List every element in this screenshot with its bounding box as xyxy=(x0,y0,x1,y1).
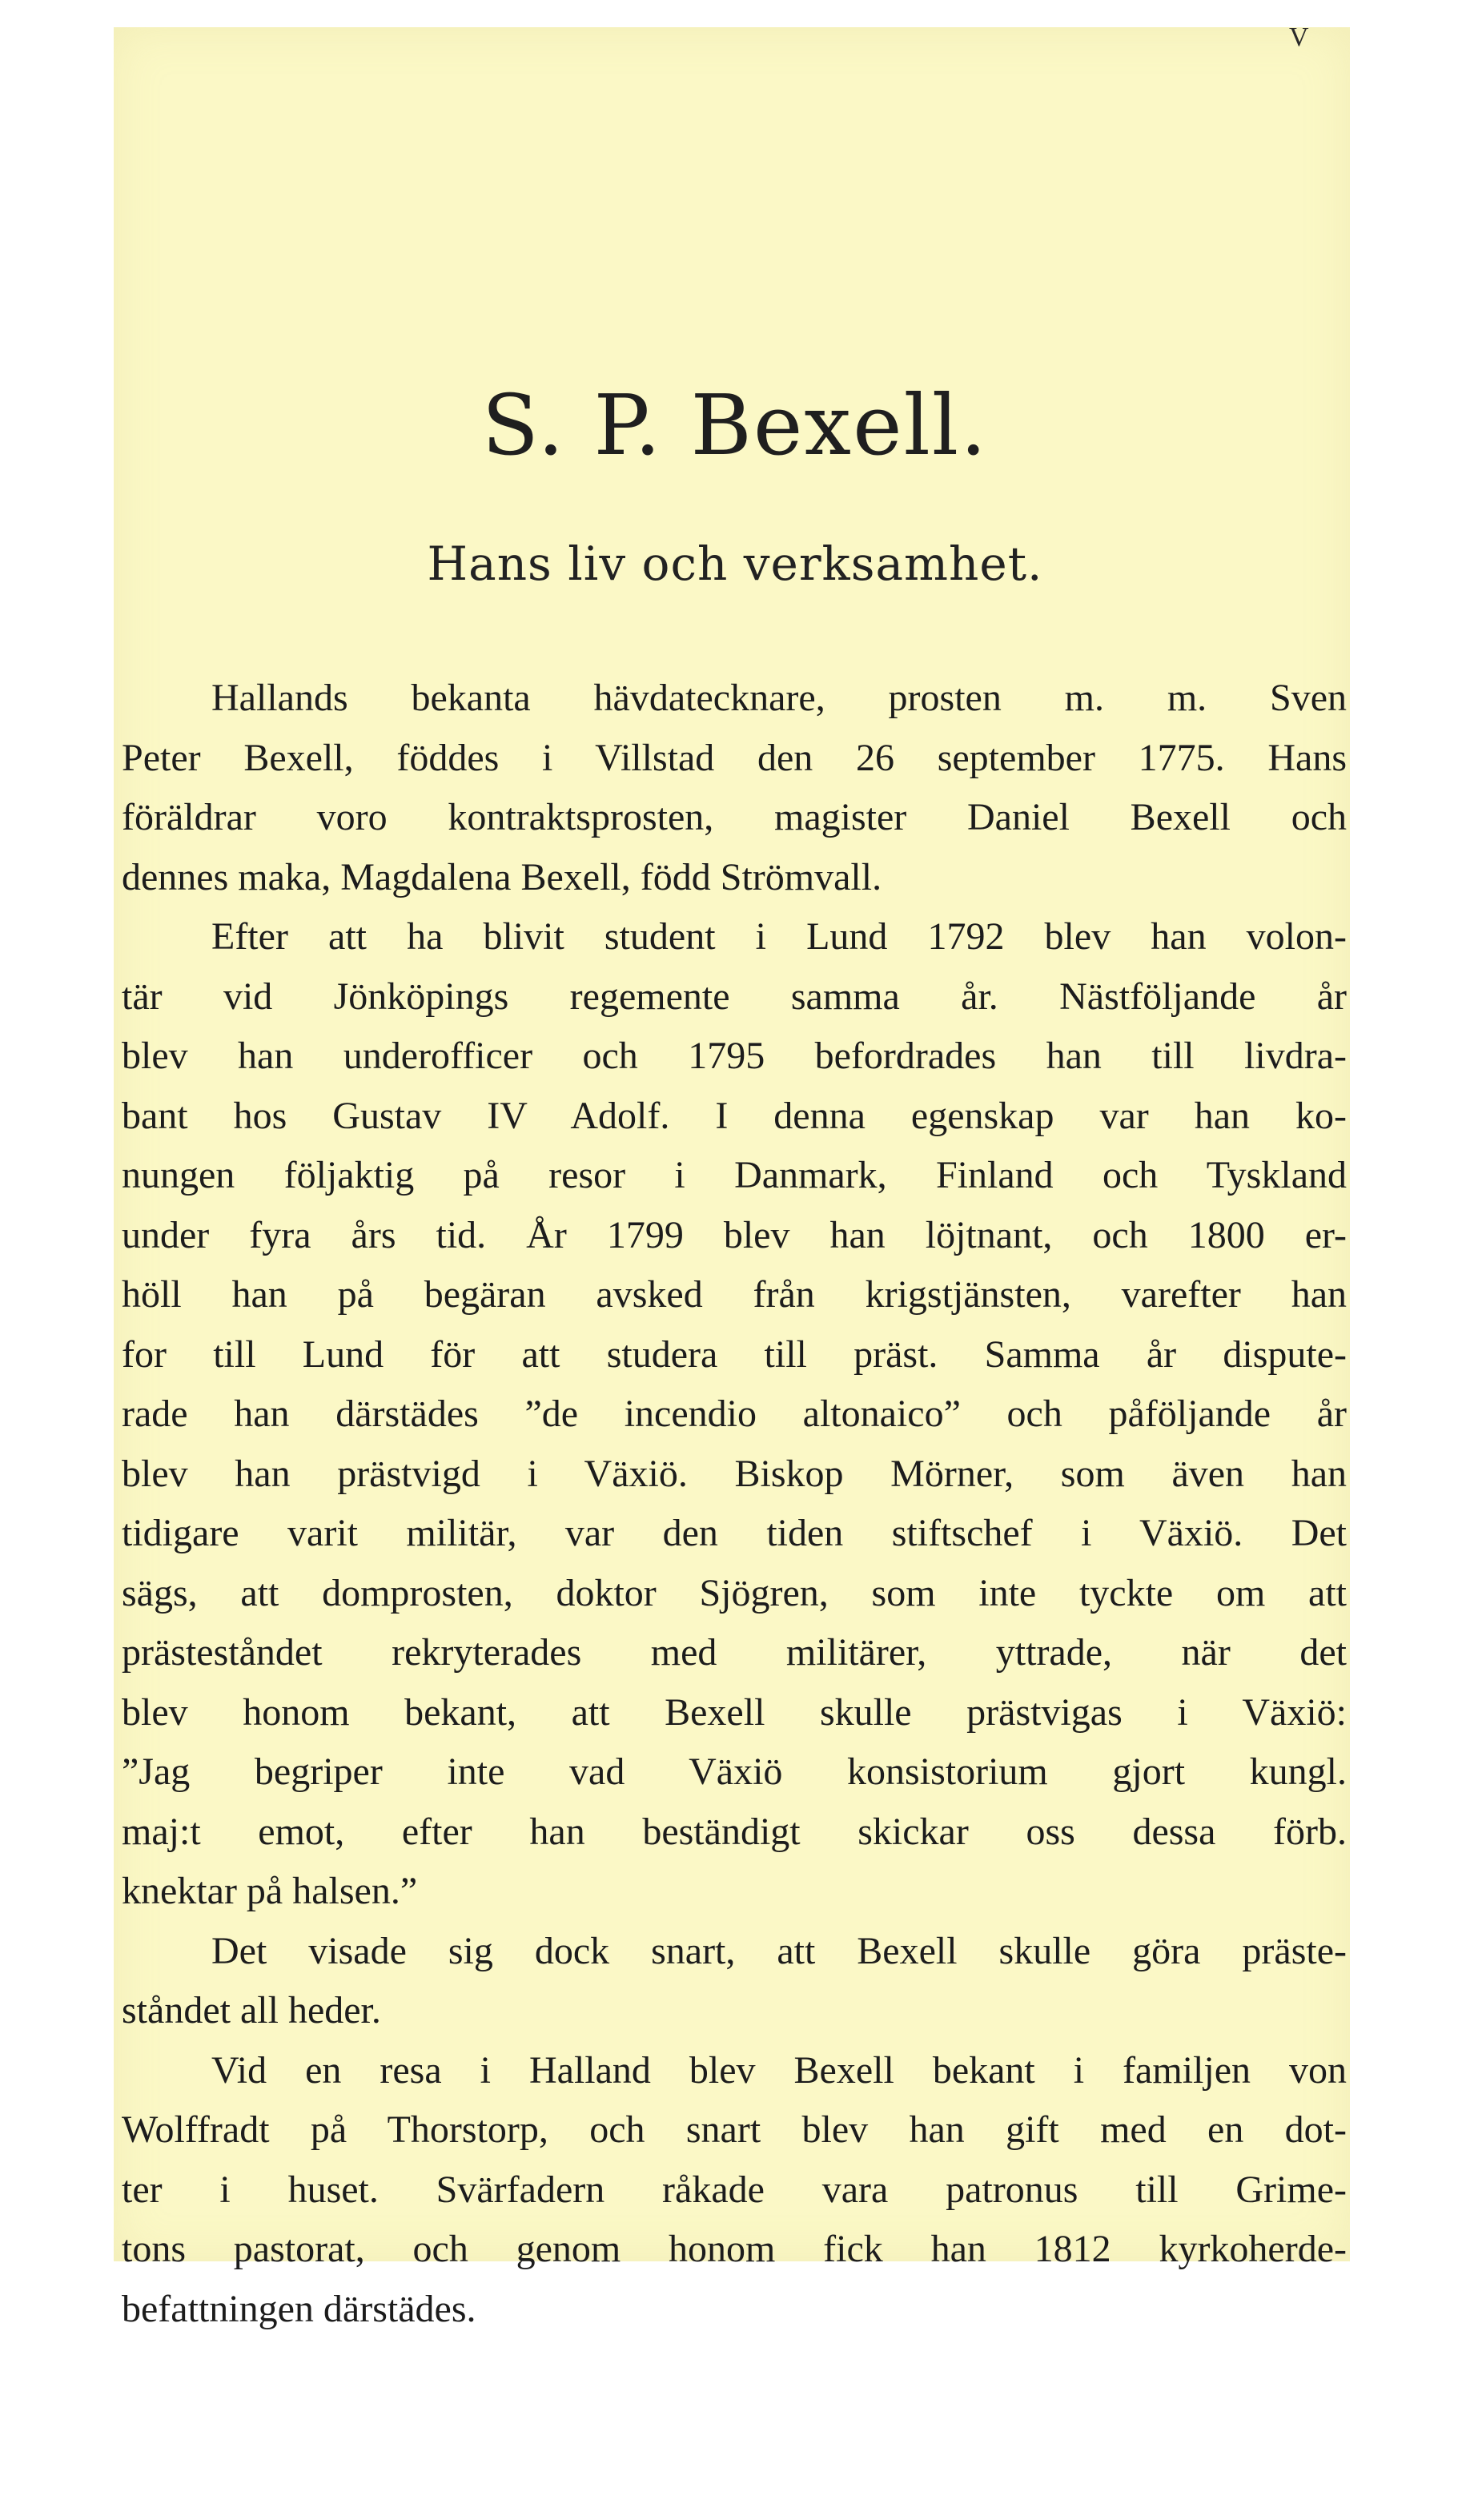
text-line: befattningen därstädes. xyxy=(122,2287,476,2330)
paragraph xyxy=(122,907,1347,1922)
page-number: V xyxy=(1289,22,1309,52)
text-line: Peter Bexell, föddes i Villstad den 26 september 1775. Hans xyxy=(122,736,1347,779)
text-line: blev han prästvigd i Växiö. Biskop Mörner, som även han xyxy=(122,1452,1347,1495)
paragraph xyxy=(122,669,1347,907)
text-line: under fyra års tid. År 1799 blev han löjtnant, och 1800 er- xyxy=(122,1213,1347,1256)
text-line: sägs, att domprosten, doktor Sjögren, som inte tyckte om att xyxy=(122,1571,1347,1614)
body-text xyxy=(122,669,1347,2339)
text-line: maj:t emot, efter han beständigt skickar oss dessa förb. xyxy=(122,1810,1347,1853)
page-title: S. P. Bexell. xyxy=(481,376,989,474)
text-line: ”Jag begriper inte vad Växiö konsistorium gjort kungl. xyxy=(122,1750,1347,1793)
text-line: for till Lund för att studera till präst. Samma år dispute- xyxy=(122,1332,1347,1376)
paragraph xyxy=(122,1922,1347,2041)
text-line: ståndet all heder. xyxy=(122,1989,381,2032)
text-line: knektar på halsen.” xyxy=(122,1870,418,1912)
text-line: blev han underofficer och 1795 befordrades han till livdra- xyxy=(122,1035,1347,1077)
text-line: rade han därstädes ”de incendio altonaico” och påföljande år xyxy=(122,1393,1347,1435)
text-line: tär vid Jönköpings regemente samma år. Nästföljande år xyxy=(122,975,1347,1018)
text-line: höll han på begäran avsked från krigstjänsten, varefter han xyxy=(122,1273,1347,1316)
text-line: nungen följaktig på resor i Danmark, Finland och Tyskland xyxy=(122,1154,1347,1196)
text-line: Efter att ha blivit student i Lund 1792 blev han volon- xyxy=(211,915,1347,958)
text-line: dennes maka, Magdalena Bexell, född Strömvall. xyxy=(122,855,882,898)
text-line: tidigare varit militär, var den tiden stiftschef i Växiö. Det xyxy=(122,1512,1347,1554)
text-line: Vid en resa i Halland blev Bexell bekant i familjen von xyxy=(211,2048,1347,2092)
text-line: blev honom bekant, att Bexell skulle prästvigas i Växiö: xyxy=(122,1690,1347,1734)
text-line: tons pastorat, och genom honom fick han 1812 kyrkoherde- xyxy=(122,2228,1347,2270)
paragraph xyxy=(122,2041,1347,2340)
text-line: prästeståndet rekryterades med militärer, yttrade, när det xyxy=(122,1631,1347,1674)
page-subtitle: Hans liv och verksamhet. xyxy=(427,537,1043,591)
text-line: Hallands bekanta hävdatecknare, prosten m. m. Sven xyxy=(211,677,1347,719)
text-line: föräldrar voro kontraktsprosten, magister Daniel Bexell och xyxy=(122,796,1347,838)
text-line: ter i huset. Svärfadern råkade vara patronus till Grime- xyxy=(122,2168,1347,2211)
text-line: Wolffradt på Thorstorp, och snart blev han gift med en dot- xyxy=(122,2108,1347,2151)
text-line: bant hos Gustav IV Adolf. I denna egenskap var han ko- xyxy=(122,1094,1347,1137)
text-line: Det visade sig dock snart, att Bexell skulle göra präste- xyxy=(211,1929,1347,1972)
